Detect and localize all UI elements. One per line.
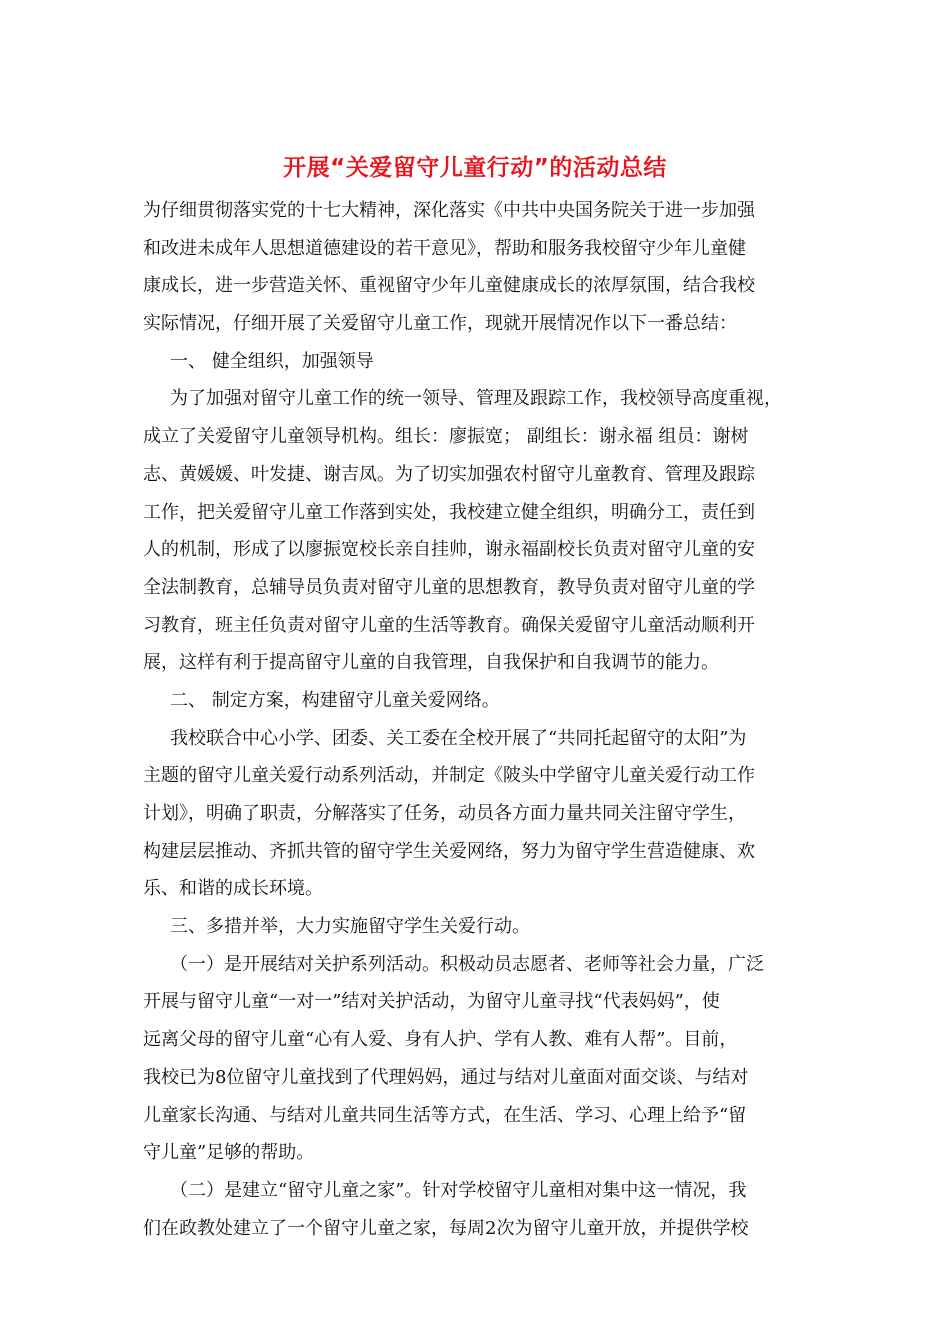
- text-line: 主题的留守儿童关爱行动系列活动，并制定《陂头中学留守儿童关爱行动工作: [143, 765, 755, 787]
- text-line: 计划》，明确了职责，分解落实了任务，动员各方面力量共同关注留守学生，: [143, 803, 746, 824]
- text-line: 成立了关爱留守儿童领导机构。组长：廖振宽； 副组长：谢永福 组员：谢树: [143, 426, 749, 448]
- text-line: 人的机制，形成了以廖振宽校长亲自挂帅，谢永福副校长负责对留守儿童的安: [143, 539, 755, 561]
- text-line: 们在政教处建立了一个留守儿童之家，每周2次为留守儿童开放，并提供学校: [143, 1217, 749, 1239]
- text-line: 一、 健全组织，加强领导: [170, 350, 374, 372]
- text-line: 二、 制定方案，构建留守儿童关爱网络。: [170, 689, 500, 711]
- text-line: 展，这样有利于提高留守儿童的自我管理，自我保护和自我调节的能力。: [143, 652, 719, 674]
- document-title: 开展“关爱留守儿童行动”的活动总结: [283, 155, 667, 181]
- text-line: 实际情况，仔细开展了关爱留守儿童工作，现就开展情况作以下一番总结：: [143, 313, 737, 335]
- text-line: 儿童家长沟通、与结对儿童共同生活等方式，在生活、学习、心理上给予“留: [143, 1104, 747, 1126]
- text-line: 乐、和谐的成长环境。: [143, 878, 323, 900]
- text-line: 习教育，班主任负责对留守儿童的生活等教育。确保关爱留守儿童活动顺利开: [143, 614, 755, 636]
- text-line: 志、黄媛媛、叶发捷、谢吉凤。为了切实加强农村留守儿童教育、管理及跟踪: [143, 463, 755, 485]
- text-line: （一）是开展结对关护系列活动。积极动员志愿者、老师等社会力量，广泛: [170, 953, 764, 975]
- text-line: 开展与留守儿童“一对一”结对关护活动，为留守儿童寻找“代表妈妈”，使: [143, 991, 720, 1013]
- text-line: 和改进未成年人思想道德建设的若干意见》，帮助和服务我校留守少年儿童健: [143, 237, 746, 259]
- document-body: [143, 192, 815, 1247]
- text-line: 康成长，进一步营造关怀、重视留守少年儿童健康成长的浓厚氛围，结合我校: [143, 275, 755, 297]
- text-line: 我校联合中心小学、团委、关工委在全校开展了“共同托起留守的太阳”为: [170, 727, 747, 749]
- text-line: 工作，把关爱留守儿童工作落到实处，我校建立健全组织，明确分工，责任到: [143, 501, 755, 523]
- text-line: 守儿童”足够的帮助。: [143, 1142, 315, 1164]
- text-line: 构建层层推动、齐抓共管的留守学生关爱网络，努力为留守学生营造健康、欢: [143, 840, 755, 862]
- text-line: 我校已为8位留守儿童找到了代理妈妈，通过与结对儿童面对面交谈、与结对: [143, 1066, 749, 1088]
- text-line: 三、多措并举，大力实施留守学生关爱行动。: [170, 916, 530, 938]
- text-line: 全法制教育，总辅导员负责对留守儿童的思想教育，教导负责对留守儿童的学: [143, 576, 755, 598]
- text-line: 为仔细贯彻落实党的十七大精神，深化落实《中共中央国务院关于进一步加强: [143, 200, 755, 221]
- text-line: 为了加强对留守儿童工作的统一领导、管理及跟踪工作，我校领导高度重视，: [170, 388, 782, 410]
- text-line: （二）是建立“留守儿童之家”。针对学校留守儿童相对集中这一情况，我: [170, 1179, 747, 1201]
- text-line: 远离父母的留守儿童“心有人爱、身有人护、学有人教、难有人帮”。目前，: [143, 1029, 738, 1051]
